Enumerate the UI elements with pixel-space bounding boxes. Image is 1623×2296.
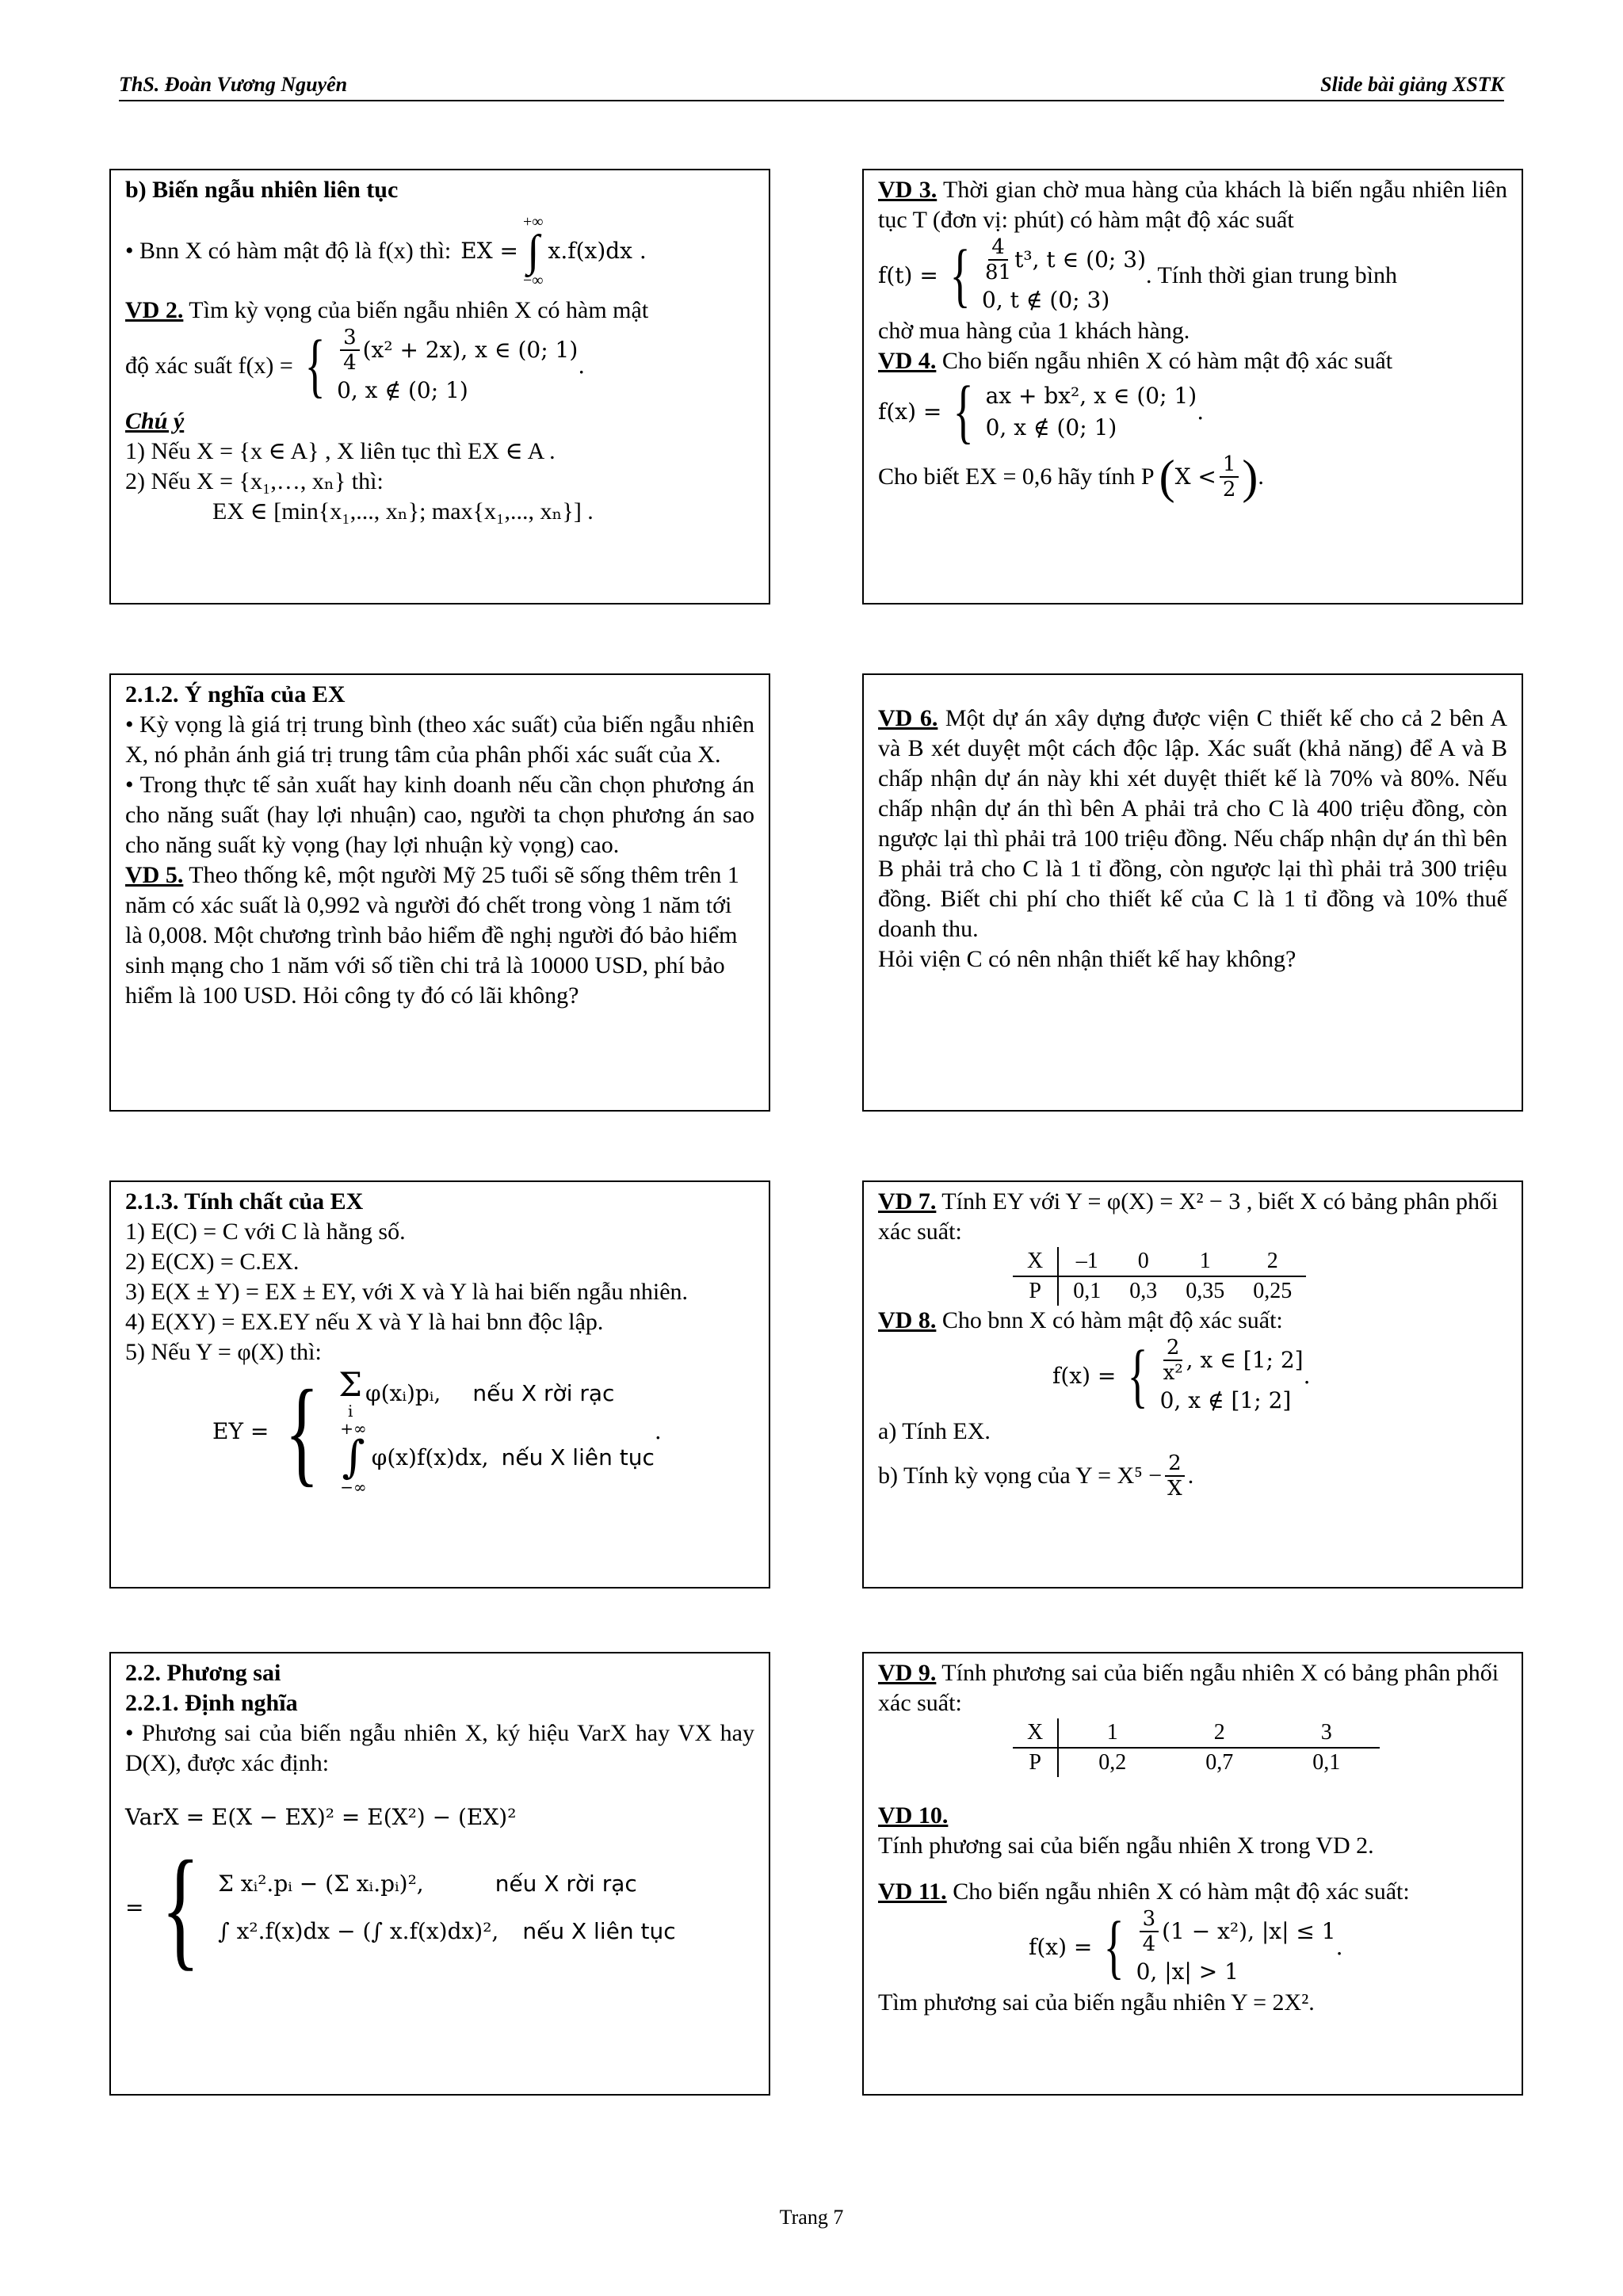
probability-table-vd7: X –1 0 1 2 P 0,1 0,3 0,35 0,25	[1013, 1247, 1306, 1306]
vd4-question: Cho biết EX = 0,6 hãy tính P ( X < $\frac{1}{2}$ ) .	[878, 451, 1264, 503]
box-continuous-rv	[109, 169, 770, 605]
vd8-density: f(x) = { $\frac{2}{\text{x²}}$ , x ∈ [1; 2] 0, x ∉ [1; 2] .	[1052, 1336, 1311, 1415]
property-4: 4) E(XY) = EX.EY nếu X và Y là hai bnn độc lập.	[125, 1309, 604, 1335]
property-2: 2) E(CX) = C.EX.	[125, 1249, 300, 1275]
vd6-question: Hỏi viện C có nên nhận thiết kế hay không?	[878, 946, 1296, 972]
note-1: 1) Nếu X = {x ∈ A} , X liên tục thì EX ∈ A .	[125, 438, 556, 464]
section-heading: 2.1.3. Tính chất của EX	[125, 1188, 364, 1215]
property-3: 3) E(X ± Y) = EX ± EY, với X và Y là hai biến ngẫu nhiên.	[125, 1279, 689, 1305]
vd8-paragraph: VD 8. Cho bnn X có hàm mật độ xác suất:	[878, 1307, 1283, 1333]
vd11-paragraph: VD 11. Cho biến ngẫu nhiên X có hàm mật độ xác suất:	[878, 1878, 1410, 1905]
box-vd9-vd11	[862, 1652, 1523, 2096]
note-2: 2) Nếu X = {x₁,…, xₙ} thì:	[125, 468, 384, 494]
vd2-paragraph: VD 2. Tìm kỳ vọng của biến ngẫu nhiên X có hàm mật	[125, 297, 649, 323]
vd8-part-a: a) Tính EX.	[878, 1418, 991, 1444]
box-vd7-vd8	[862, 1180, 1523, 1589]
section-heading: 2.1.2. Ý nghĩa của EX	[125, 681, 346, 707]
vd11-density: f(x) = { $\frac{3}{4}$ (1 − x²), |x| ≤ 1 0, |x| > 1 .	[1029, 1907, 1343, 1986]
box-vd3-vd4	[862, 169, 1523, 605]
vd8-part-b: b) Tính kỳ vọng của Y = X⁵ − $\frac{2}{X}$ .	[878, 1451, 1194, 1501]
vd9-paragraph: VD 9. Tính phương sai của biến ngẫu nhiên X có bảng phân phối xác suất:	[878, 1660, 1499, 1716]
box-meaning-ex	[109, 673, 770, 1112]
box-vd6	[862, 673, 1523, 1112]
vd6-paragraph: VD 6. Một dự án xây dựng được viện C thiết kế cho cả 2 bên A và B xét duyệt một cách độc lập. Xác suất (khả năng) để A và B chấp nhận dự án này khi xét duyệt thiết kế là 70% và 80%. Nếu chấp nhận dự án thì bên A phải trả cho C là 400 triệu đồng, còn ngược lại thì phải trả 100 triệu đồng. Nếu chấp nhận dự án thì bên B phải trả cho C là 1 tỉ đồng, còn ngược lại thì phải trả 300 triệu đồng. Biết chi phí cho thiết kế của C là 1 tỉ đồng và 10% thuế doanh thu.	[878, 705, 1507, 942]
ey-formula: EY = { Σ i φ(xᵢ)pᵢ, nếu X rời rạc +∞ ∫ −∞ φ(x)f(x)dx, nếu X liên tục .	[212, 1365, 662, 1497]
vd4-density: f(x) = { ax + bx², x ∈ (0; 1) 0, x ∉ (0; 1) .	[878, 372, 1205, 451]
doc-title: Slide bài giảng XSTK	[1320, 73, 1504, 96]
vd7-paragraph: VD 7. Tính EY với Y = φ(X) = X² − 3 , biết X có bảng phân phối xác suất:	[878, 1188, 1499, 1245]
page-number: Trang 7	[779, 2206, 844, 2229]
variance-cases: = { Σ xᵢ².pᵢ − (Σ xᵢ.pᵢ)², nếu X rời rạc ∫ x².f(x)dx − (∫ x.f(x)dx)², nếu X liên tục	[125, 1833, 676, 1982]
note-label: Chú ý	[125, 408, 185, 434]
author-name: ThS. Đoàn Vương Nguyên	[119, 73, 348, 96]
section-heading: b) Biến ngẫu nhiên liên tục	[125, 177, 399, 203]
meaning-p2: • Trong thực tế sản xuất hay kinh doanh nếu cần chọn phương án cho năng suất (hay lợi nhuận) cao, người ta chọn phương án sao cho năng suất kỳ vọng (hay lợi nhuận kỳ vọng) cao.	[125, 772, 754, 858]
box-variance-def	[109, 1652, 770, 2096]
vd10-label: VD 10.	[878, 1802, 949, 1829]
variance-formula: VarX = E(X − EX)² = E(X²) − (EX)²	[125, 1804, 517, 1830]
vd3-density: f(t) = { $\frac{4}{81}$ t³, t ∈ (0; 3) 0, t ∉ (0; 3) . Tính thời gian trung bình	[878, 235, 1397, 315]
property-1: 1) E(C) = C với C là hằng số.	[125, 1219, 406, 1245]
probability-table-vd9: X 1 2 3 P 0,2 0,7 0,1	[1013, 1718, 1380, 1777]
vd3-question: chờ mua hàng của 1 khách hàng.	[878, 318, 1190, 344]
variance-intro: • Phương sai của biến ngẫu nhiên X, ký hiệu VarX hay VX hay D(X), được xác định:	[125, 1720, 754, 1776]
note-3: EX ∈ [min{x₁,..., xₙ}; max{x₁,..., xₙ}] .	[212, 498, 594, 524]
section-heading: 2.2. Phương sai	[125, 1660, 281, 1686]
vd11-question: Tìm phương sai của biến ngẫu nhiên Y = 2X².	[878, 1989, 1315, 2016]
integral-symbol: +∞ ∫ −∞	[523, 213, 544, 289]
vd10-text: Tính phương sai của biến ngẫu nhiên X trong VD 2.	[878, 1833, 1374, 1859]
vd3-paragraph: VD 3. Thời gian chờ mua hàng của khách là biến ngẫu nhiên liên tục T (đơn vị: phút) có hàm mật độ xác suất	[878, 177, 1507, 233]
vd5-paragraph: VD 5. Theo thống kê, một người Mỹ 25 tuổi sẽ sống thêm trên 1 năm có xác suất là 0,992 và người đó chết trong vòng 1 năm tới là 0,008. Một chương trình bảo hiểm đề nghị người đó bảo hiểm sinh mạng cho 1 năm với số tiền chi trả là 10000 USD, phí bảo hiểm là 100 USD. Hỏi công ty đó có lãi không?	[125, 862, 739, 1009]
property-5: 5) Nếu Y = φ(X) thì:	[125, 1339, 322, 1365]
page-header	[119, 70, 1504, 101]
vd4-paragraph: VD 4. Cho biến ngẫu nhiên X có hàm mật độ xác suất	[878, 348, 1393, 374]
vd2-density: độ xác suất f(x) = { $\frac{3}{4}$ (x² + 2x), x ∈ (0; 1) 0, x ∉ (0; 1) .	[125, 326, 586, 405]
subsection-heading: 2.2.1. Định nghĩa	[125, 1690, 298, 1716]
expectation-formula: • Bnn X có hàm mật độ là f(x) thì: EX = +∞ ∫ −∞ x.f(x)dx .	[125, 213, 647, 289]
box-properties-ex	[109, 1180, 770, 1589]
meaning-p1: • Kỳ vọng là giá trị trung bình (theo xác suất) của biến ngẫu nhiên X, nó phản ánh giá trị trung tâm của phân phối xác suất của X.	[125, 711, 754, 768]
